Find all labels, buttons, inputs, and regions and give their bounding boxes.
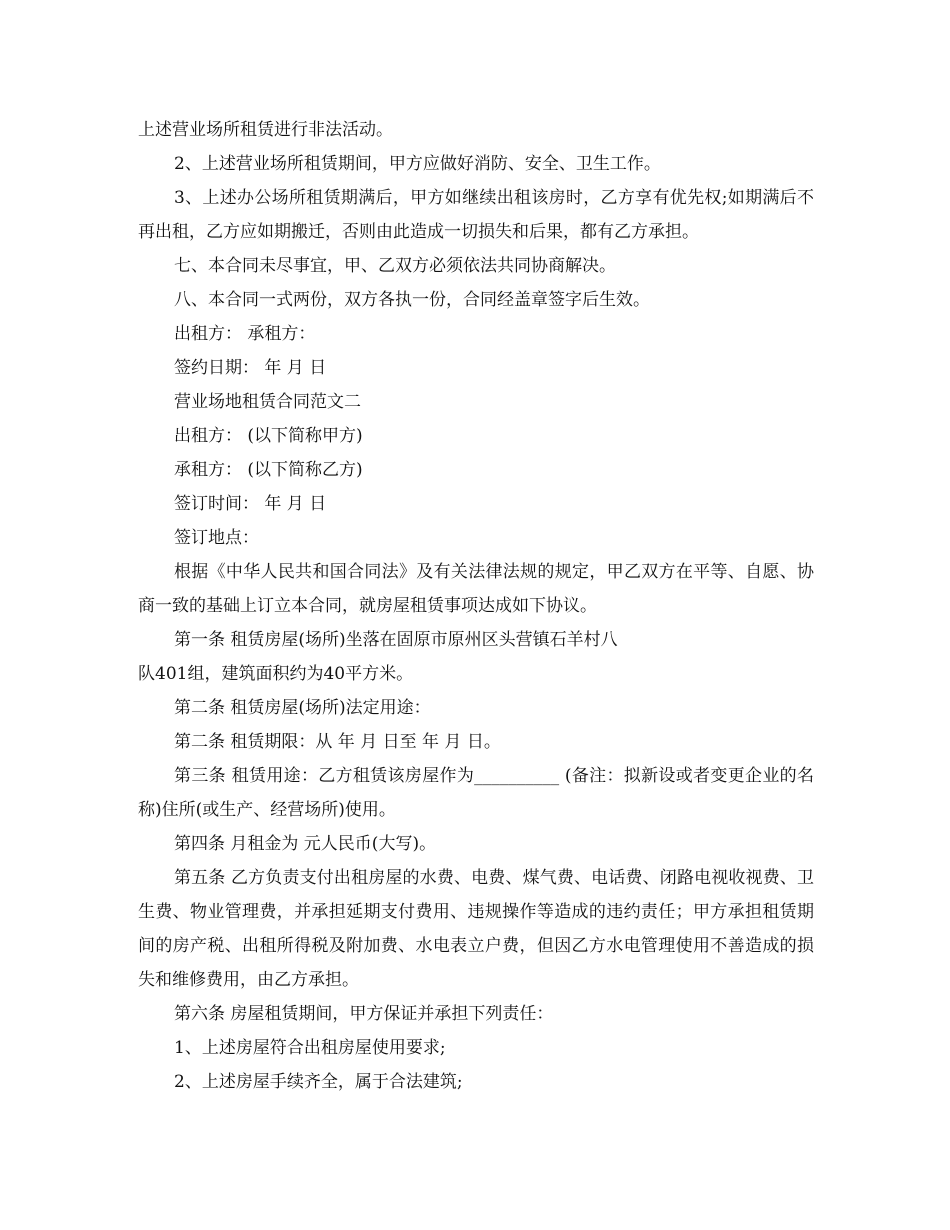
list-item: 1、上述房屋符合出租房屋使用要求;	[174, 1038, 446, 1058]
signing-time: 签订时间： 年 月 日	[174, 494, 327, 514]
paragraph: 上述营业场所租赁进行非法活动。	[138, 120, 393, 140]
article-1: 第一条 租赁房屋(场所)坐落在固原市原州区头营镇石羊村八	[174, 630, 618, 650]
paragraph: 3、上述办公场所租赁期满后，甲方如继续出租该房时，乙方享有优先权;如期满后不再出租，乙方应如期搬迁，否则由此造成一切损失和后果，都有乙方承担。	[138, 188, 814, 242]
lessor-line: 出租方： (以下简称甲方)	[174, 426, 363, 446]
signing-place: 签订地点：	[174, 528, 259, 548]
article-3: 第三条 租赁用途：乙方租赁该房屋作为__________ (备注：拟新设或者变更企业的名称)住所(或生产、经营场所)使用。	[138, 766, 814, 820]
signature-parties: 出租方： 承租方：	[174, 324, 316, 344]
paragraph: 七、本合同未尽事宜，甲、乙双方必须依法共同协商解决。	[174, 256, 616, 276]
signing-date: 签约日期： 年 月 日	[174, 358, 327, 378]
article-1-cont: 队401组，建筑面积约为40平方米。	[138, 664, 414, 684]
paragraph: 八、本合同一式两份，双方各执一份，合同经盖章签字后生效。	[174, 290, 650, 310]
paragraph: 2、上述营业场所租赁期间，甲方应做好消防、安全、卫生工作。	[174, 154, 661, 174]
article-2-use: 第二条 租赁房屋(场所)法定用途：	[174, 698, 431, 718]
article-6: 第六条 房屋租赁期间，甲方保证并承担下列责任：	[174, 1004, 554, 1024]
lessee-line: 承租方： (以下简称乙方)	[174, 460, 363, 480]
section-title: 营业场地租赁合同范文二	[174, 392, 361, 412]
paragraph: 根据《中华人民共和国合同法》及有关法律法规的规定，甲乙双方在平等、自愿、协商一致的基础上订立本合同，就房屋租赁事项达成如下协议。	[138, 562, 814, 616]
article-4: 第四条 月租金为 元人民币(大写)。	[174, 834, 437, 854]
list-item: 2、上述房屋手续齐全，属于合法建筑;	[174, 1072, 463, 1092]
document-body	[138, 113, 814, 1099]
article-5: 第五条 乙方负责支付出租房屋的水费、电费、煤气费、电话费、闭路电视收视费、卫生费、物业管理费，并承担延期支付费用、违规操作等造成的违约责任；甲方承担租赁期间的房产税、出租所得税及附加费、水电表立户费，但因乙方水电管理使用不善造成的损失和维修费用，由乙方承担。	[138, 868, 814, 990]
article-2-term: 第二条 租赁期限：从 年 月 日至 年 月 日。	[174, 732, 501, 752]
